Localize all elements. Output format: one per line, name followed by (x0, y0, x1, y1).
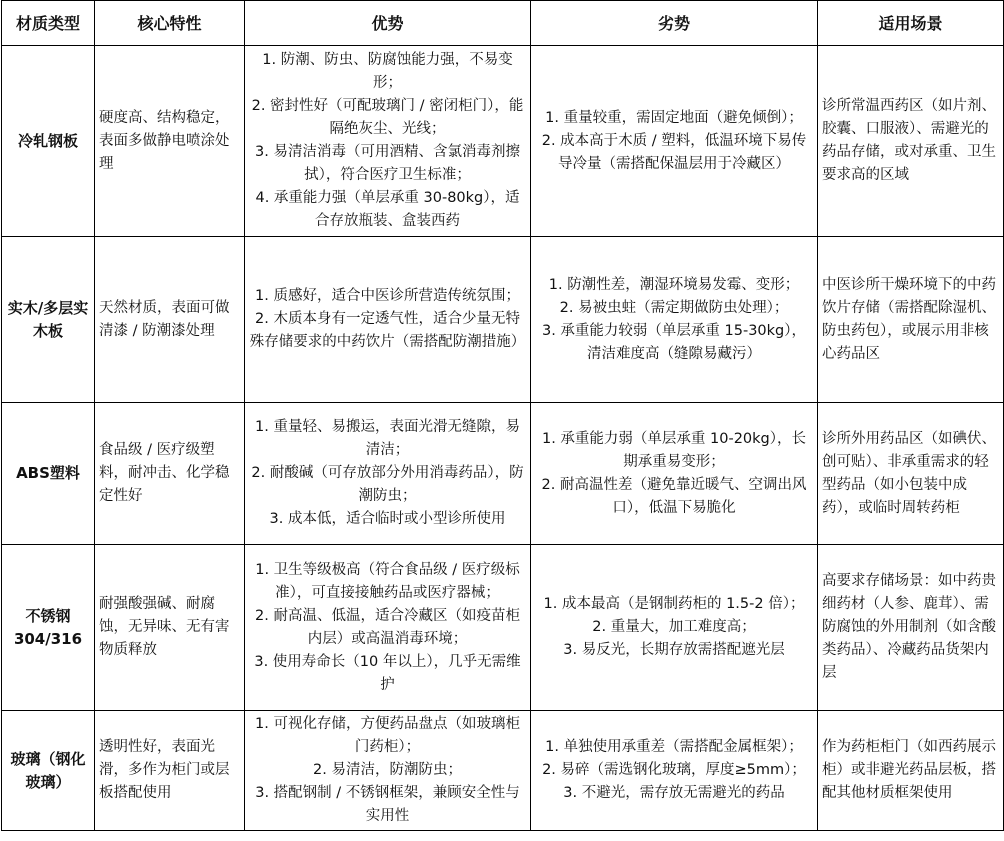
disadvantages-cell (531, 711, 818, 831)
advantage-item: 1. 质感好，适合中医诊所营造传统氛围； (255, 288, 520, 304)
core-feature-cell: 透明性好，表面光滑，多作为柜门或层板搭配使用 (95, 711, 245, 831)
table-row-cold-rolled-steel (2, 46, 1004, 237)
disadvantage-item: 2. 成本高于木质 / 塑料，低温环境下易传导冷量（需搭配保温层用于冷藏区） (541, 132, 807, 172)
advantage-item: 3. 易清洁消毒（可用酒精、含氯消毒剂擦拭），符合医疗卫生标准； (255, 144, 520, 183)
header-disadvantages: 劣势 (531, 1, 818, 46)
applicable-scene-cell: 诊所外用药品区（如碘伏、创可贴）、非承重需求的轻型药品（如小包装中成药），或临时周转药柜 (818, 403, 1004, 545)
core-feature-cell: 天然材质，表面可做清漆 / 防潮漆处理 (95, 237, 245, 403)
disadvantage-item: 1. 重量较重，需固定地面（避免倾倒）； (545, 109, 803, 126)
header-core-feature: 核心特性 (95, 1, 245, 46)
header-material-type: 材质类型 (2, 1, 95, 46)
core-feature-cell: 硬度高、结构稳定，表面多做静电喷涂处理 (95, 46, 245, 237)
disadvantages-cell (531, 46, 818, 237)
disadvantage-item: 2. 易被虫蛀（需定期做防虫处理）； (559, 299, 789, 316)
table-row-tempered-glass (2, 711, 1004, 831)
advantage-item: 2. 耐高温、低温，适合冷藏区（如疫苗柜内层）或高温消毒环境； (255, 607, 520, 647)
advantage-item: 1. 可视化存储，方便药品盘点（如玻璃柜门药柜）； (255, 716, 520, 755)
core-feature-cell: 食品级 / 医疗级塑料，耐冲击、化学稳定性好 (95, 403, 245, 545)
applicable-scene-cell: 中医诊所干燥环境下的中药饮片存储（需搭配除湿机、防虫药包），或展示用非核心药品区 (818, 237, 1004, 403)
disadvantage-item: 1. 防潮性差，潮湿环境易发霉、变形； (548, 276, 800, 293)
advantages-cell (245, 545, 531, 711)
applicable-scene-cell: 诊所常温西药区（如片剂、胶囊、口服液）、需避光的药品存储，或对承重、卫生要求高的区域 (818, 46, 1004, 237)
disadvantage-item: 3. 不避光，需存放无需避光的药品 (563, 785, 785, 801)
applicable-scene-cell: 高要求存储场景：如中药贵细药材（人参、鹿茸）、需防腐蚀的外用制剂（如含酸类药品）、冷藏药品货架内层 (818, 545, 1004, 711)
advantage-item: 4. 承重能力强（单层承重 30-80kg），适合存放瓶装、盒装西药 (255, 190, 520, 229)
advantage-item: 2. 密封性好（可配玻璃门 / 密闭柜门），能隔绝灰尘、光线； (251, 98, 524, 137)
applicable-scene-cell: 作为药柜柜门（如西药展示柜）或非避光药品层板，搭配其他材质框架使用 (818, 711, 1004, 831)
table-row-abs-plastic (2, 403, 1004, 545)
advantages-cell (245, 711, 531, 831)
disadvantage-item: 3. 承重能力较弱（单层承重 15-30kg），清洁难度高（缝隙易藏污） (541, 322, 807, 362)
core-feature-cell: 耐强酸强碱、耐腐蚀，无异味、无有害物质释放 (95, 545, 245, 711)
advantages-cell (245, 237, 531, 403)
table-row-stainless-steel (2, 545, 1004, 711)
disadvantage-item: 3. 易反光，长期存放需搭配遮光层 (563, 642, 785, 658)
advantage-item: 3. 成本低，适合临时或小型诊所使用 (269, 511, 506, 527)
disadvantage-item: 1. 单独使用承重差（需搭配金属框架）； (545, 739, 803, 755)
disadvantage-item: 2. 重量大，加工难度高； (592, 619, 756, 635)
disadvantage-item: 2. 易碎（需选钢化玻璃，厚度≥5mm）； (542, 762, 806, 778)
header-advantages: 优势 (245, 1, 531, 46)
advantages-cell (245, 403, 531, 545)
disadvantages-cell (531, 403, 818, 545)
advantage-item: 3. 搭配钢制 / 不锈钢框架，兼顾安全性与实用性 (255, 785, 520, 824)
material-type-cell: 冷轧钢板 (2, 46, 95, 237)
disadvantage-item: 1. 承重能力弱（单层承重 10-20kg），长期承重易变形； (541, 430, 807, 470)
table-row-solid-wood (2, 237, 1004, 403)
disadvantage-item: 1. 成本最高（是钢制药柜的 1.5-2 倍）； (543, 596, 805, 612)
material-type-cell: 玻璃（钢化玻璃） (2, 711, 95, 831)
material-comparison-table (1, 0, 1004, 831)
header-row (2, 1, 1004, 46)
advantage-item: 3. 使用寿命长（10 年以上），几乎无需维护 (254, 653, 521, 693)
header-applicable-scene: 适用场景 (818, 1, 1004, 46)
advantage-item: 2. 耐酸碱（可存放部分外用消毒药品），防潮防虫； (251, 465, 524, 504)
advantage-item: 1. 卫生等级极高（符合食品级 / 医疗级标准），可直接接触药品或医疗器械； (255, 561, 520, 601)
disadvantages-cell (531, 237, 818, 403)
material-type-cell: ABS塑料 (2, 403, 95, 545)
disadvantage-item: 2. 耐高温性差（避免靠近暖气、空调出风口），低温下易脆化 (541, 476, 807, 516)
material-type-cell: 实木/多层实木板 (2, 237, 95, 403)
material-type-cell: 不锈钢304/316 (2, 545, 95, 711)
advantage-item: 2. 易清洁，防潮防虫； (313, 762, 462, 778)
advantage-item: 2. 木质本身有一定透气性，适合少量无特殊存储要求的中药饮片（需搭配防潮措施） (249, 311, 526, 350)
disadvantages-cell (531, 545, 818, 711)
advantage-item: 1. 防潮、防虫、防腐蚀能力强，不易变形； (262, 52, 513, 91)
advantages-cell (245, 46, 531, 237)
advantage-item: 1. 重量轻、易搬运，表面光滑无缝隙，易清洁； (255, 419, 520, 458)
